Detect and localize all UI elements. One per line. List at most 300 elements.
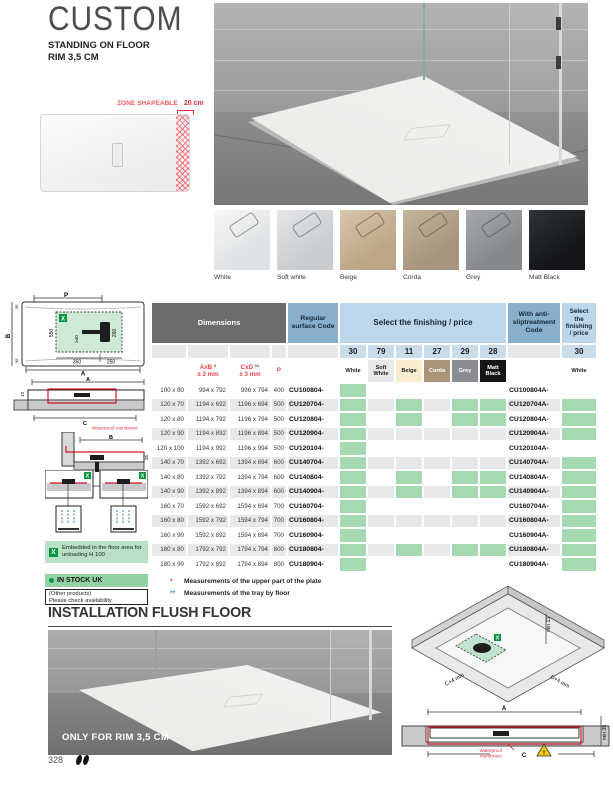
antislip-code-cell: CU120804A-	[509, 415, 549, 423]
dimension-cell: 160 x 90	[160, 531, 184, 539]
glass-panel-right	[509, 3, 562, 165]
axb-cell: 1592 x 792	[188, 515, 228, 528]
price-cell-empty	[480, 529, 506, 542]
dim-250-label: 250	[106, 359, 116, 366]
price-cell-empty	[424, 413, 450, 426]
plan-drain-icon	[100, 322, 110, 342]
table-row	[152, 544, 604, 557]
dim-b-label: B	[6, 333, 12, 339]
axb-cell: 1792 x 792	[188, 544, 228, 557]
cxd-cell: 1594 x 894	[237, 531, 268, 539]
p-cell: 700	[272, 515, 286, 528]
antislip-finishing-header: Select the finishing / price	[562, 303, 596, 343]
axb-cell: 1194 x 992	[195, 444, 226, 452]
product-subtitle	[48, 40, 150, 64]
dim-min35-label: min 35	[602, 724, 608, 740]
antislip-price-number: 30	[562, 345, 596, 358]
price-cell-empty	[424, 486, 450, 499]
price-cell-empty	[480, 457, 506, 470]
flush-section-diagram	[398, 700, 613, 762]
dimension-cell: 120 x 80	[160, 415, 184, 423]
dim-min40-label: ≥40	[74, 335, 79, 343]
cxd-cell: 1394 x 894	[230, 486, 270, 499]
subtitle-line-2: RIM 3,5 CM	[48, 51, 99, 63]
price-cell-available	[340, 558, 366, 571]
availability-line-2: Please check availability	[49, 598, 112, 605]
drain-detail-left	[45, 470, 93, 532]
price-cell-available	[480, 471, 506, 484]
price-cell-available	[340, 413, 366, 426]
regular-code-cell: CU180904-	[289, 560, 324, 568]
antislip-code-cell: CU180904A-	[509, 560, 549, 568]
availability-note	[45, 589, 148, 605]
axb-cell: 1392 x 692	[188, 457, 228, 470]
membrane-label-2: membrane	[480, 753, 502, 759]
dim-min13-label: min 13	[546, 616, 552, 632]
finishing-header: Select the finishing / price	[340, 303, 506, 343]
embedded-note-text: Embedded in the floor area for unloading H 100	[62, 544, 142, 558]
price-cell-available	[396, 544, 422, 557]
table-header-row	[152, 303, 604, 343]
price-cell-empty	[424, 500, 450, 513]
subtitle-line-1: STANDING ON FLOOR	[48, 40, 150, 51]
cxd-cell: 1196 x 794	[237, 415, 268, 423]
table-row	[152, 384, 604, 397]
price-cell-available	[480, 413, 506, 426]
price-code-number: 11	[396, 345, 422, 358]
price-cell-available	[340, 486, 366, 499]
x-icon-letter: X	[85, 473, 90, 480]
price-code-number: 29	[452, 345, 478, 358]
regular-code-cell: CU140704-	[288, 457, 338, 470]
price-cell-available	[480, 486, 506, 499]
price-cell-empty	[452, 384, 478, 397]
price-cell-empty	[396, 558, 422, 571]
antislip-price-cell-empty	[562, 384, 596, 397]
antislip-code-cell: CU160804A-	[508, 515, 560, 528]
axb-cell: 1194 x 792	[195, 415, 226, 423]
cxd-cell: 1794 x 794	[230, 544, 270, 557]
table-row	[152, 500, 604, 513]
price-cell-empty	[396, 515, 422, 528]
antislip-finish-label: White	[571, 367, 587, 374]
dimension-cell: 140 x 80	[160, 473, 184, 481]
p-cell: 500	[272, 428, 286, 441]
axb-cell: 994 x 792	[198, 386, 226, 394]
finish-swatch	[403, 210, 459, 281]
footnote-marker: *	[170, 577, 173, 585]
price-cell-empty	[424, 442, 450, 455]
x-icon-letter: X	[140, 473, 145, 480]
antislip-code-cell: CU140904A-	[508, 486, 560, 499]
dim-c-label: C	[83, 421, 87, 427]
regular-code-cell: CU140804-	[289, 473, 324, 481]
regular-code-cell: CU120104-	[289, 444, 324, 452]
antislip-price-cell-available	[562, 500, 596, 513]
finish-swatch	[277, 210, 333, 281]
dim-c-label: C	[521, 753, 527, 759]
antislip-price-cell-available	[562, 471, 596, 484]
price-cell-empty	[396, 428, 422, 441]
price-cell-empty	[368, 558, 394, 571]
antislip-price-cell-available	[562, 457, 596, 470]
price-cell-empty	[480, 515, 506, 528]
dimension-cell: 180 x 80	[152, 544, 186, 557]
availability-line-1: (Other products)	[49, 591, 92, 597]
cxd-blue-asterisks: **	[254, 363, 260, 371]
price-cell-empty	[424, 457, 450, 470]
page-number: 328	[48, 755, 64, 765]
footnote-marker: **	[170, 589, 176, 597]
dim-260-label: 260	[112, 328, 118, 338]
page-title: CUSTOM	[48, 0, 183, 38]
axb-line2: ± 2 mm	[197, 371, 219, 378]
price-cell-empty	[396, 384, 422, 397]
embedded-note	[45, 541, 148, 563]
table-row	[152, 399, 604, 412]
swatch-photo	[214, 210, 270, 270]
regular-code-cell: CU140904-	[288, 486, 338, 499]
table-row	[152, 529, 604, 542]
antislip-price-cell-available	[562, 558, 596, 571]
price-cell-empty	[368, 413, 394, 426]
swatch-photo	[466, 210, 522, 270]
stock-dot-icon	[49, 578, 54, 583]
warning-mark: !	[543, 750, 545, 757]
table-row	[152, 471, 604, 484]
price-cell-available	[452, 486, 478, 499]
cxd-cell: 996 x 794	[240, 386, 268, 394]
membrane-label: Waterproof membrane	[92, 425, 138, 430]
dim-b-label: B	[109, 435, 113, 441]
antislip-code-header: With anti-sliptreatment Code	[508, 303, 560, 343]
price-cell-empty	[480, 428, 506, 441]
regular-code-cell: CU160704-	[289, 502, 324, 510]
antislip-code-band	[508, 345, 560, 358]
p-cell: 400	[273, 386, 284, 394]
membrane-label-1: Waterproof	[479, 748, 502, 753]
antislip-code-cell: CU100804A-	[509, 386, 549, 394]
p-cell: 500	[272, 399, 286, 412]
drain-detail-diagrams	[45, 470, 148, 538]
cxd-cell: 1794 x 894	[237, 560, 268, 568]
price-cell-empty	[452, 500, 478, 513]
price-cell-empty	[452, 529, 478, 542]
dim-subheader-spacer	[152, 360, 186, 382]
code-col-band	[288, 345, 338, 358]
footnote-text: Measurements of the tray by floor	[184, 589, 290, 597]
antislip-code-cell: CU120904A-	[508, 428, 560, 441]
finish-column-label: White	[345, 367, 361, 374]
cxd-cell: 1394 x 694	[230, 457, 270, 470]
swatch-label: Matt Black	[529, 274, 560, 281]
price-cell-empty	[424, 529, 450, 542]
regular-code-cell: CU120804-	[289, 415, 324, 423]
glass-hinge	[556, 17, 561, 30]
cxd-line2: ± 3 mm	[239, 371, 261, 378]
drain-icon	[473, 643, 491, 653]
finish-swatch	[214, 210, 270, 281]
glass-hinge	[556, 56, 561, 69]
dimension-cell: 160 x 80	[152, 515, 186, 528]
price-cell-empty	[424, 384, 450, 397]
price-cell-empty	[424, 544, 450, 557]
axb-cell: 1592 x 892	[195, 531, 226, 539]
dim-35-top: 35	[14, 304, 19, 309]
price-cell-empty	[452, 457, 478, 470]
plan-view-diagram	[4, 292, 150, 376]
glass-panel-edge	[155, 630, 157, 673]
antislip-price-cell-available	[562, 515, 596, 528]
price-cell-available	[396, 471, 422, 484]
finish-column-label: Soft White	[368, 360, 394, 382]
price-cell-available	[340, 471, 366, 484]
glass-panel-edge	[423, 3, 425, 80]
antislip-price-cell-available	[562, 544, 596, 557]
price-cell-empty	[368, 471, 394, 484]
antislip-code-cell: CU160904A-	[509, 531, 549, 539]
table-row	[152, 515, 604, 528]
finish-column-label: Grey	[452, 360, 478, 382]
p-cell: 600	[273, 473, 284, 481]
antislip-price-cell-available	[562, 428, 596, 441]
cxd-cell: 1394 x 794	[237, 473, 268, 481]
dim-d4-label: D+4 mm	[549, 674, 571, 690]
axb-cell: 1194 x 692	[188, 399, 228, 412]
dimension-cell: 180 x 90	[160, 560, 184, 568]
shapeable-tray-diagram	[40, 114, 190, 192]
price-cell-available	[480, 399, 506, 412]
price-cell-empty	[424, 515, 450, 528]
price-cell-available	[340, 529, 366, 542]
price-cell-empty	[424, 558, 450, 571]
p-cell: 600	[272, 457, 286, 470]
price-cell-available	[452, 471, 478, 484]
price-code-number: 79	[368, 345, 394, 358]
antislip-price-cell-available	[562, 529, 596, 542]
antislip-code-spacer	[508, 360, 560, 382]
axb-cell: 1392 x 892	[188, 486, 228, 499]
price-cell-empty	[480, 500, 506, 513]
p-cell: 800	[273, 560, 284, 568]
finish-number-row	[152, 345, 604, 358]
price-cell-available	[452, 544, 478, 557]
side-section-diagram	[4, 376, 150, 430]
cxd-line1: CxD **	[240, 363, 260, 371]
axb-subheader	[188, 360, 228, 382]
dimension-cell: 140 x 70	[152, 457, 186, 470]
price-cell-available	[340, 515, 366, 528]
price-cell-available	[340, 442, 366, 455]
axb-cell: 1392 x 792	[195, 473, 226, 481]
drain-icon	[493, 731, 509, 736]
p-cell: 600	[272, 486, 286, 499]
price-cell-available	[396, 413, 422, 426]
antislip-price-cell-available	[562, 399, 596, 412]
p-cell: 800	[272, 544, 286, 557]
finish-swatches	[214, 210, 594, 281]
price-cell-available	[340, 428, 366, 441]
p-cell: 500	[273, 415, 284, 423]
price-cell-available	[452, 413, 478, 426]
finish-swatch	[466, 210, 522, 281]
antislip-code-cell: CU140804A-	[509, 473, 549, 481]
p-cell: 700	[273, 531, 284, 539]
price-cell-available	[340, 544, 366, 557]
regular-code-cell: CU120904-	[288, 428, 338, 441]
antislip-price-cell-empty	[562, 442, 596, 455]
section-drain-icon	[74, 393, 90, 397]
price-cell-empty	[424, 428, 450, 441]
price-cell-empty	[424, 471, 450, 484]
in-stock-badge	[45, 574, 148, 587]
cxd-cell: 1594 x 694	[237, 502, 268, 510]
axb-cell: 1194 x 892	[188, 428, 228, 441]
dimension-cell: 120 x 90	[152, 428, 186, 441]
spec-table	[152, 303, 604, 602]
dim-p-label: P	[63, 293, 69, 299]
p-cell: 500	[273, 444, 284, 452]
regular-code-cell: CU180804-	[288, 544, 338, 557]
regular-code-cell: CU100804-	[289, 386, 324, 394]
axb-cell: 1792 x 892	[195, 560, 226, 568]
dimension-subcol-band	[152, 345, 186, 358]
antislip-code-cell: CU140704A-	[508, 457, 560, 470]
swatch-label: Soft white	[277, 274, 306, 281]
table-body	[152, 384, 604, 571]
dim-13-label: 13	[20, 391, 25, 397]
brand-logo-icon	[74, 753, 92, 767]
installation-title: INSTALLATION FLUSH FLOOR	[48, 604, 252, 621]
swatch-photo	[529, 210, 585, 270]
finish-swatch	[529, 210, 585, 281]
price-cell-empty	[368, 515, 394, 528]
swatch-photo	[403, 210, 459, 270]
table-row	[152, 428, 604, 441]
drain-detail-right	[100, 470, 148, 532]
price-cell-empty	[452, 558, 478, 571]
price-cell-available	[340, 399, 366, 412]
footnote	[170, 578, 604, 585]
axb-line1: AxB *	[199, 363, 217, 371]
antislip-code-cell: CU160704A-	[509, 502, 549, 510]
drain-icon	[90, 455, 104, 460]
antislip-price-cell-available	[562, 413, 596, 426]
axb-cell: 1592 x 692	[195, 502, 226, 510]
regular-code-cell: CU160804-	[288, 515, 338, 528]
dimension-cell: 160 x 70	[160, 502, 184, 510]
price-cell-available	[396, 486, 422, 499]
price-cell-empty	[368, 428, 394, 441]
price-cell-empty	[368, 399, 394, 412]
product-photo	[214, 3, 588, 205]
price-cell-empty	[452, 442, 478, 455]
price-cell-empty	[368, 457, 394, 470]
price-cell-empty	[452, 428, 478, 441]
p-subheader: P	[276, 367, 282, 375]
finish-column-label: Corda	[424, 360, 450, 382]
swatch-label: Grey	[466, 274, 481, 281]
regular-code-cell: CU160904-	[289, 531, 324, 539]
finish-column-label: Beige	[396, 360, 422, 382]
glass-panel-right	[330, 630, 372, 720]
cxd-subheader	[230, 360, 270, 382]
x-icon-letter: X	[60, 316, 66, 323]
dim-a-label: A	[86, 377, 90, 383]
title-rule	[48, 626, 392, 627]
embedded-x-icon: X	[49, 548, 58, 557]
price-cell-empty	[368, 442, 394, 455]
price-cell-empty	[480, 442, 506, 455]
price-cell-available	[396, 399, 422, 412]
price-cell-available	[340, 457, 366, 470]
table-row	[152, 442, 604, 455]
dimension-cell: 140 x 90	[152, 486, 186, 499]
dimension-subcol-band	[230, 345, 270, 358]
price-cell-empty	[396, 457, 422, 470]
regular-code-header: Regular surface Code	[288, 303, 338, 343]
zone-label-text: ZONE SHAPEABLE	[117, 100, 178, 107]
price-cell-empty	[480, 558, 506, 571]
zone-value: 20 cm	[183, 100, 204, 107]
cxd-cell: 1196 x 694	[230, 399, 270, 412]
finish-column-label: Matt Black	[480, 360, 506, 382]
installation-caption: ONLY FOR RIM 3,5 CM	[62, 732, 170, 743]
cxd-cell: 1196 x 994	[237, 444, 268, 452]
p-cell: 700	[273, 502, 284, 510]
x-icon-letter: X	[495, 635, 500, 642]
price-code-number: 28	[480, 345, 506, 358]
swatch-label: Corda	[403, 274, 421, 281]
price-code-number: 27	[424, 345, 450, 358]
code-subheader-spacer	[288, 360, 338, 382]
dimension-subcol-band	[188, 345, 228, 358]
price-cell-empty	[452, 515, 478, 528]
dimension-cell: 120 x 70	[152, 399, 186, 412]
finish-swatch	[340, 210, 396, 281]
drain-outline	[112, 143, 123, 167]
price-cell-empty	[396, 529, 422, 542]
dim-c4-label: C+4 mm	[444, 672, 466, 688]
dimensions-header: Dimensions	[152, 303, 286, 343]
table-row	[152, 457, 604, 470]
swatch-label: White	[214, 274, 231, 281]
price-cell-empty	[368, 529, 394, 542]
dim-35-bottom: 35	[14, 358, 19, 363]
dimension-cell: 100 x 80	[160, 386, 184, 394]
price-cell-empty	[396, 442, 422, 455]
plan-drain-pipe	[82, 330, 100, 334]
price-cell-empty	[480, 384, 506, 397]
table-row	[152, 558, 604, 571]
price-cell-available	[340, 384, 366, 397]
price-cell-empty	[424, 399, 450, 412]
dimension-subcol-band	[272, 345, 286, 358]
swatch-photo	[277, 210, 333, 270]
dimension-cell: 120 x 100	[156, 444, 184, 452]
price-cell-empty	[368, 544, 394, 557]
membrane-line	[66, 446, 144, 452]
price-cell-available	[340, 500, 366, 513]
stock-label: IN STOCK UK	[57, 577, 103, 584]
wall-profile	[62, 432, 74, 466]
isometric-recess-diagram	[398, 586, 613, 712]
price-code-number: 30	[340, 345, 366, 358]
cxd-cell: 1594 x 794	[230, 515, 270, 528]
price-cell-empty	[368, 384, 394, 397]
antislip-code-cell: CU120104A-	[509, 444, 549, 452]
finish-label-row	[152, 360, 604, 382]
